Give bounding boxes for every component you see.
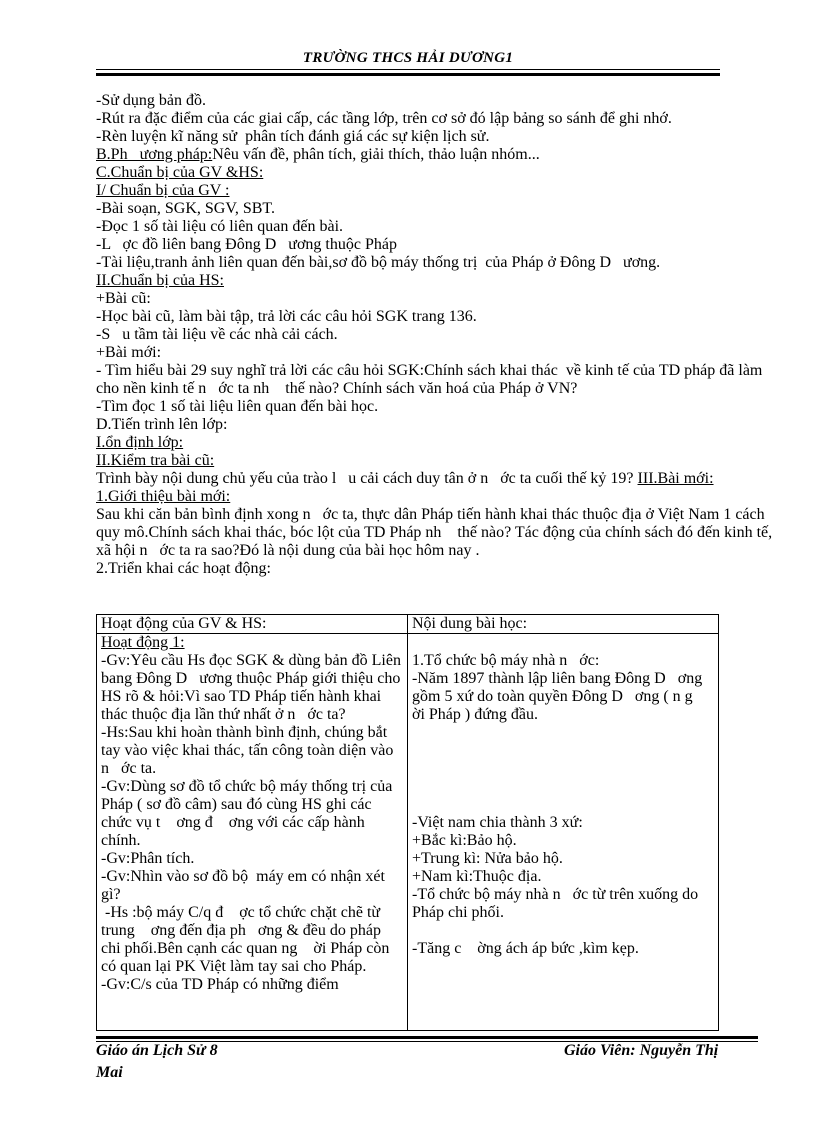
body-line: -Tài liệu,tranh ảnh liên quan đến bài,sơ đồ bộ máy thống trị của Pháp ở Đông D ương. (96, 254, 661, 271)
body-line: +Bài mới: (96, 344, 162, 361)
header-rule-thick (96, 73, 720, 76)
activity-line: -Hs:Sau khi hoàn thành bình định, chúng bắt tay vào việc khai thác, tấn công toàn diện vào n ớc ta. (101, 724, 398, 777)
page-header-title: TRƯỜNG THCS HẢI DƯƠNG1 (302, 50, 514, 66)
content-line: -Năm 1897 thành lập liên bang Đông D ơng gồm 5 xứ do toàn quyền Đông D ơng ( n g ời Pháp ) đứng đầu. (412, 670, 709, 723)
body-line: 2.Triển khai các hoạt động: (96, 560, 271, 577)
activity-line: -Gv:Yêu cầu Hs đọc SGK & dùng bản đồ Liên bang Đông D ương thuộc Pháp giới thiệu cho HS rõ & hỏi:Vì sao TD Pháp tiến hành khai thác thuộc địa lần thứ nhất ở n ớc ta? (101, 652, 405, 723)
method-line (96, 146, 776, 164)
header-rule-thin (96, 69, 720, 70)
content-line: -Tăng c ờng ách áp bức ,kìm kẹp. (412, 940, 639, 957)
body-line: -Đọc 1 số tài liệu có liên quan đến bài. (96, 218, 344, 235)
stabilize-heading: I.ổn định lớp: (96, 434, 184, 451)
lesson-body (96, 92, 776, 578)
body-line: -Tìm đọc 1 số tài liệu liên quan đến bài học. (96, 398, 379, 415)
new-lesson-heading: III.Bài mới: (637, 470, 714, 487)
activity-line: -Gv:Dùng sơ đồ tổ chức bộ máy thống trị của Pháp ( sơ đồ câm) sau đó cùng HS ghi các chức vụ t ơng đ ơng với các cấp hành chính. (101, 778, 397, 849)
check-question: Trình bày nội dung chủ yếu của trào l u cải cách duy tân ở n ớc ta cuối thế kỷ 19? (96, 470, 638, 487)
prep-heading: C.Chuẩn bị của GV &HS: (96, 164, 264, 181)
body-line: -L ợc đồ liên bang Đông D ương thuộc Pháp (96, 236, 397, 253)
spacer (412, 634, 714, 652)
spacer (412, 922, 714, 940)
content-line: -Việt nam chia thành 3 xứ: (412, 814, 583, 831)
activity-line: -Gv:Phân tích. (101, 850, 195, 867)
activity-title: Hoạt động 1: (101, 634, 185, 651)
body-line: -S u tầm tài liệu về các nhà cải cách. (96, 326, 338, 343)
intro-heading: 1.Giới thiệu bài mới: (96, 488, 231, 505)
method-heading: B.Ph ương pháp: (96, 146, 213, 163)
activity-line: -Gv:Nhìn vào sơ đồ bộ máy em có nhận xét gì? (101, 868, 389, 903)
body-line: -Bài soạn, SGK, SGV, SBT. (96, 200, 275, 217)
body-line: -Sử dụng bản đồ. (96, 92, 206, 109)
content-line: +Bắc kì:Bảo hộ. (412, 832, 517, 849)
footer-course-title: Giáo án Lịch Sử 8 (96, 1042, 218, 1059)
table-cell-content (408, 634, 719, 1031)
content-line: 1.Tổ chức bộ máy nhà n ớc: (412, 652, 600, 669)
body-line: +Bài cũ: (96, 290, 151, 307)
content-line: +Nam kì:Thuộc địa. (412, 868, 542, 885)
activity-line: -Hs :bộ máy C/q đ ợc tổ chức chặt chẽ từ trung ơng đến địa ph ơng & đều do pháp chi phối.Bên cạnh các quan ng ời Pháp còn có quan lại PK Việt làm tay sai cho Pháp. (101, 904, 394, 975)
spacer (412, 724, 714, 814)
body-line: -Học bài cũ, làm bài tập, trả lời các câu hỏi SGK trang 136. (96, 308, 477, 325)
method-text: Nêu vấn đề, phân tích, giải thích, thảo luận nhóm... (212, 146, 540, 163)
check-line (96, 470, 776, 488)
body-line: -Rút ra đặc điểm của các giai cấp, các tầng lớp, trên cơ sở đó lập bảng so sánh để ghi nhớ. (96, 110, 672, 127)
check-heading: II.Kiểm tra bài cũ: (96, 452, 215, 469)
content-line: +Trung kì: Nửa bảo hộ. (412, 850, 563, 867)
table-header-right: Nội dung bài học: (408, 615, 719, 634)
footer-teacher-name-cont: Mai (96, 1064, 123, 1081)
prep-hs-heading: II.Chuẩn bị của HS: (96, 272, 224, 289)
body-line: - Tìm hiểu bài 29 suy nghĩ trả lời các câu hỏi SGK:Chính sách khai thác về kinh tế của TD pháp đã làm cho nền kinh tế n ớc ta nh thế nào? Chính sách văn hoá của Pháp ở VN? (96, 362, 767, 397)
body-line: -Rèn luyện kĩ năng sử phân tích đánh giá các sự kiện lịch sử. (96, 128, 490, 145)
body-line: D.Tiến trình lên lớp: (96, 416, 228, 433)
content-line: -Tổ chức bộ máy nhà n ớc từ trên xuống do Pháp chi phối. (412, 886, 703, 921)
footer-teacher-label: Giáo Viên: Nguyễn Thị (564, 1042, 719, 1059)
lesson-activity-table (96, 614, 719, 1031)
footer-rule-thick (96, 1036, 758, 1039)
body-line: Sau khi căn bản bình định xong n ớc ta, thực dân Pháp tiến hành khai thác thuộc địa ở Việt Nam 1 cách quy mô.Chính sách khai thác, bóc lột của TD Pháp nh thế nào? Tác động của chính sách đó đến kinh tế, xã hội n ớc ta ra sao?Đó là nội dung của bài học hôm nay . (96, 506, 777, 559)
prep-gv-heading: I/ Chuẩn bị của GV : (96, 182, 230, 199)
table-header-left: Hoạt động của GV & HS: (97, 615, 408, 634)
activity-line: -Gv:C/s của TD Pháp có những điểm (101, 976, 339, 993)
table-cell-activities (97, 634, 408, 1031)
